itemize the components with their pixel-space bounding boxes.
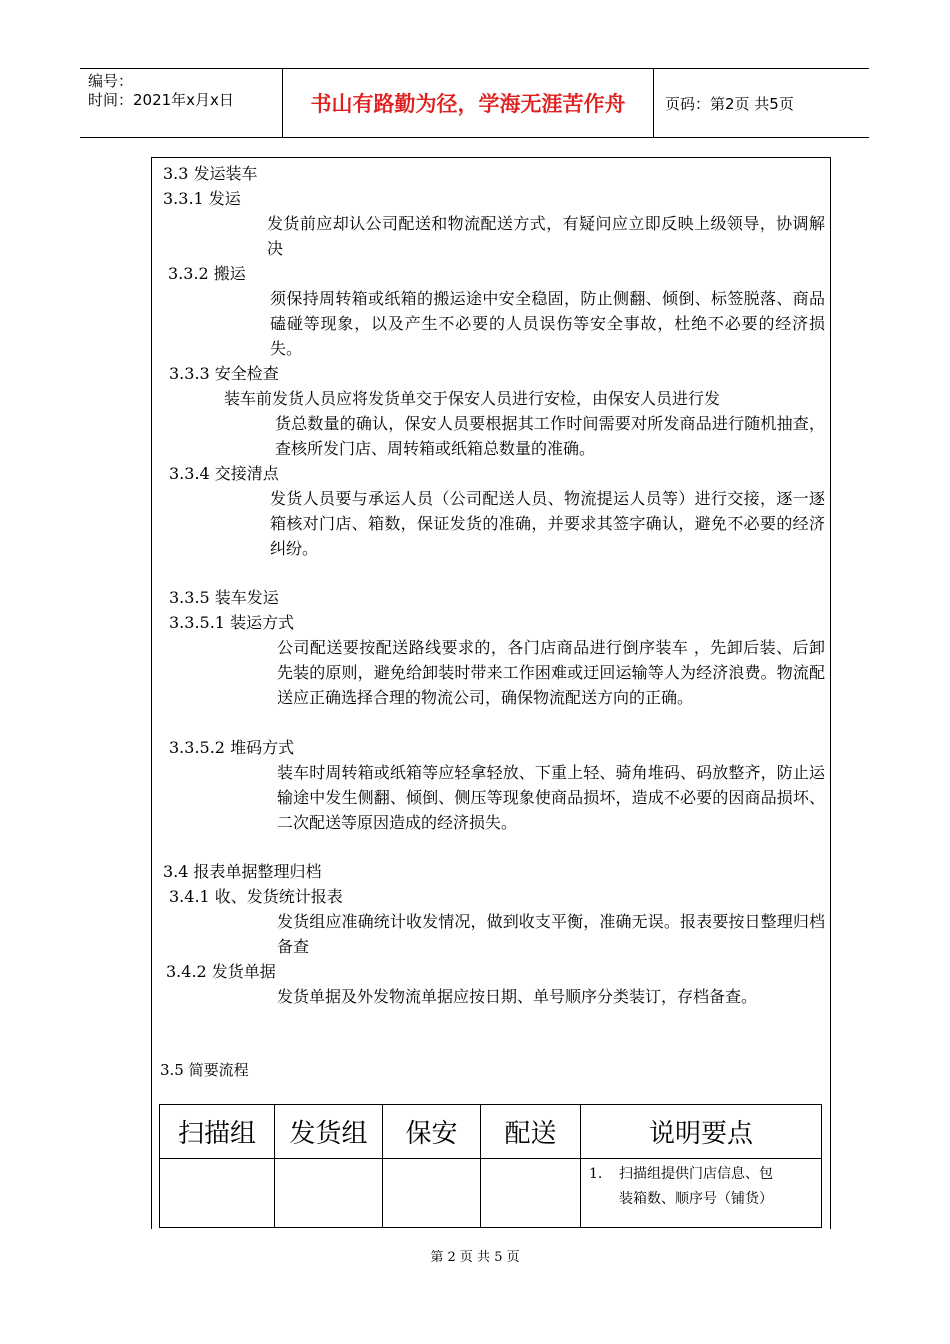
note-number: 1. xyxy=(589,1166,603,1182)
paragraph-3-3-3: 货总数量的确认，保安人员要根据其工作时间需要对所发商品进行随机抽查，查核所发门店、周转箱或纸箱总数量的准确。 xyxy=(275,414,825,458)
paragraph-3-3-5-1: 公司配送要按配送路线要求的，各门店商品进行倒序装车 ，先卸后装、后卸先装的原则，避免给卸装时带来工作困难或迂回运输等人为经济浪费。物流配送应正确选择合理的物流公司，确保物流配送方向的正确。 xyxy=(277,638,825,707)
document-time: 时间：2021年x月x日 xyxy=(88,91,234,109)
heading-3-3-4: 3.3.4 交接清点 xyxy=(169,464,279,483)
heading-3-4-2: 3.4.2 发货单据 xyxy=(166,962,276,981)
heading-3-3: 3.3 发运装车 xyxy=(163,164,258,183)
paragraph-3-3-2: 须保持周转箱或纸箱的搬运途中安全稳固，防止侧翻、倾倒、标签脱落、商品磕碰等现象，以及产生不必要的人员误伤等安全事故，杜绝不必要的经济损失。 xyxy=(270,289,825,358)
flow-table-header-row xyxy=(160,1105,822,1159)
cell-security xyxy=(383,1159,481,1228)
note-line-2: 装箱数、顺序号（铺货） xyxy=(619,1191,773,1207)
paragraph-3-4-2: 发货单据及外发物流单据应按日期、单号顺序分类装订，存档备查。 xyxy=(277,987,758,1006)
cell-delivery xyxy=(481,1159,581,1228)
document-number-label: 编号： xyxy=(88,72,134,90)
heading-3-3-3: 3.3.3 安全检查 xyxy=(169,364,279,383)
page-header xyxy=(80,68,869,138)
heading-3-3-5-2: 3.3.5.2 堆码方式 xyxy=(169,738,295,757)
page-footer: 第 2 页 共 5 页 xyxy=(430,1250,520,1265)
cell-description xyxy=(581,1159,822,1228)
header-shipping-group: 发货组 xyxy=(275,1105,383,1159)
heading-3-4: 3.4 报表单据整理归档 xyxy=(163,862,322,881)
description-note xyxy=(581,1159,821,1212)
paragraph-3-3-4: 发货人员要与承运人员（公司配送人员、物流提运人员等）进行交接，逐一逐箱核对门店、箱数，保证发货的准确，并要求其签字确认，避免不必要的经济纠纷。 xyxy=(270,489,825,558)
paragraph-3-3-5-2: 装车时周转箱或纸箱等应轻拿轻放、下重上轻、骑角堆码、码放整齐，防止运输途中发生侧翻、倾倒、侧压等现象使商品损坏，造成不必要的因商品损坏、二次配送等原因造成的经济损失。 xyxy=(277,763,825,832)
paragraph-3-4-1: 发货组应准确统计收发情况，做到收支平衡，准确无误。报表要按日整理归档备查 xyxy=(277,912,825,956)
header-delivery: 配送 xyxy=(481,1105,581,1159)
header-page-code: 页码：第2页 共5页 xyxy=(665,94,794,113)
heading-3-5: 3.5 简要流程 xyxy=(160,1061,249,1079)
header-motto: 书山有路勤为径，学海无涯苦作舟 xyxy=(283,69,654,137)
header-meta xyxy=(80,69,283,137)
heading-3-3-1: 3.3.1 发运 xyxy=(163,189,241,208)
header-security: 保安 xyxy=(383,1105,481,1159)
heading-3-3-5: 3.3.5 装车发运 xyxy=(169,588,279,607)
paragraph-3-3-3-first-line: 装车前发货人员应将发货单交于保安人员进行安检，由保安人员进行发 xyxy=(224,389,721,408)
header-scan-group: 扫描组 xyxy=(160,1105,275,1159)
heading-3-4-1: 3.4.1 收、发货统计报表 xyxy=(169,887,343,906)
paragraph-3-3-1: 发货前应却认公司配送和物流配送方式，有疑问应立即反映上级领导，协调解决 xyxy=(267,214,825,258)
header-description: 说明要点 xyxy=(581,1105,822,1159)
flow-table xyxy=(159,1104,822,1228)
cell-scan-group xyxy=(160,1159,275,1228)
heading-3-3-2: 3.3.2 搬运 xyxy=(168,264,246,283)
cell-shipping-group xyxy=(275,1159,383,1228)
note-line-1: 扫描组提供门店信息、包 xyxy=(619,1166,773,1182)
table-row xyxy=(160,1159,822,1228)
heading-3-3-5-1: 3.3.5.1 装运方式 xyxy=(169,613,295,632)
